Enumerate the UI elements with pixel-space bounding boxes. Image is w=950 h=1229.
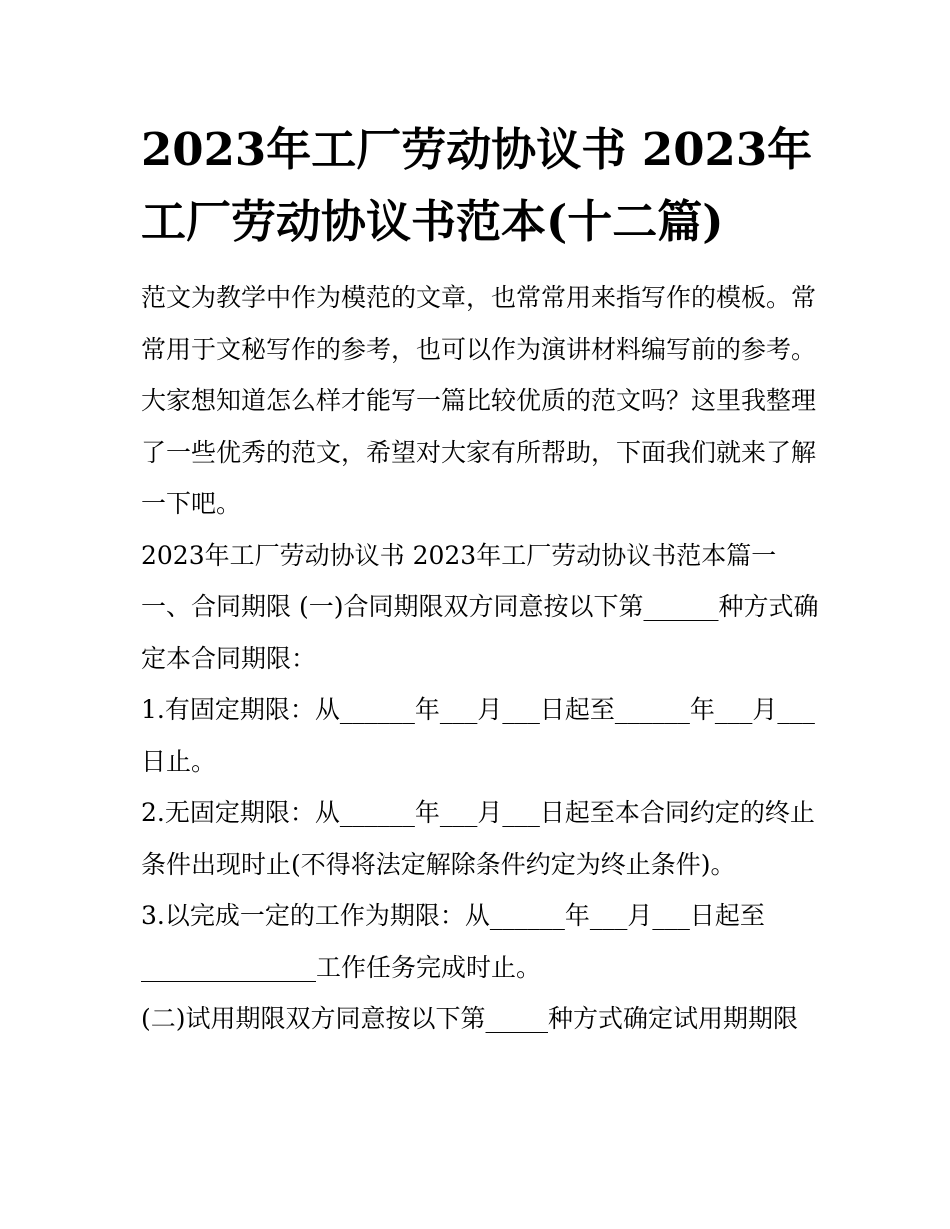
clause-fixed-term: 1.有固定期限：从______年___月___日起至______年___月___日止。 bbox=[141, 695, 815, 776]
intro-paragraph: 范文为教学中作为模范的文章，也常常用来指写作的模板。常常用于文秘写作的参考，也可以作为演讲材料编写前的参考。大家想知道怎么样才能写一篇比较优质的范文吗？这里我整理了一些优秀的范文，希望对大家有所帮助，下面我们就来了解一下吧。 bbox=[141, 283, 817, 518]
clause-task-term: 3.以完成一定的工作为期限：从______年___月___日起至______________工作任务完成时止。 bbox=[141, 901, 765, 982]
clause-open-term: 2.无固定期限：从______年___月___日起至本合同约定的终止条件出现时止(不得将法定解除条件约定为终止条件)。 bbox=[141, 798, 815, 879]
document-body bbox=[141, 114, 821, 1045]
section-heading-paragraph: 2023年工厂劳动协议书 2023年工厂劳动协议书范本篇一 一、合同期限 (一)合同期限双方同意按以下第______种方式确定本合同期限： bbox=[141, 540, 819, 673]
clause-probation: (二)试用期限双方同意按以下第_____种方式确定试用期期限 bbox=[141, 1004, 799, 1033]
document-title: 2023年工厂劳动协议书 2023年工厂劳动协议书范本(十二篇) bbox=[141, 123, 813, 248]
